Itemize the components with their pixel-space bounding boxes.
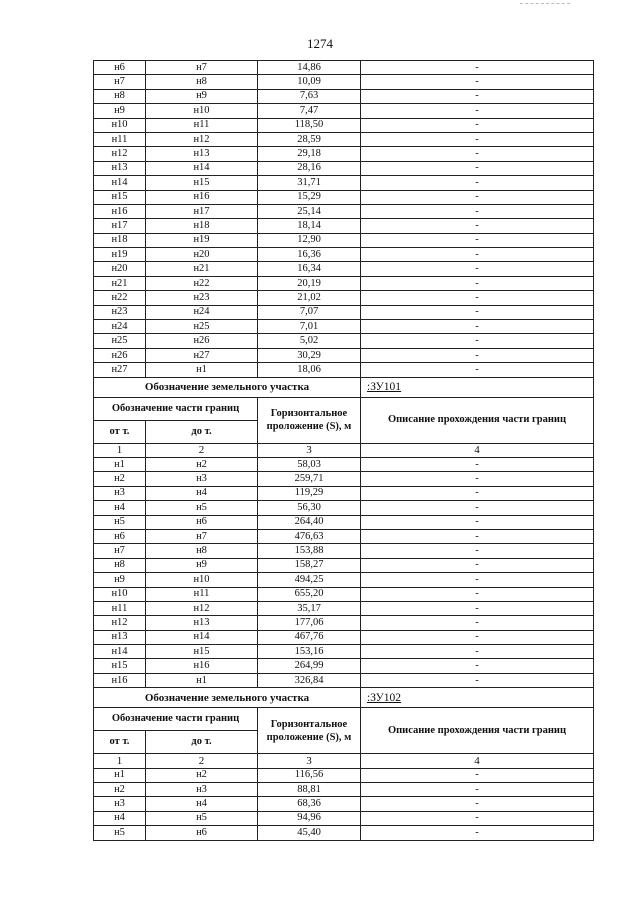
- table-cell: -: [361, 363, 594, 377]
- table-cell: н26: [146, 334, 258, 348]
- table-cell: 158,27: [258, 558, 361, 572]
- table-cell: н10: [94, 118, 146, 132]
- table-cell: -: [361, 248, 594, 262]
- table-cell: -: [361, 291, 594, 305]
- table-row: [94, 529, 594, 543]
- plot-label: Обозначение земельного участка: [94, 377, 361, 397]
- table-cell: н15: [146, 645, 258, 659]
- table-row: [94, 573, 594, 587]
- table-cell: 58,03: [258, 457, 361, 471]
- table-cell: 35,17: [258, 601, 361, 615]
- table-cell: н8: [94, 89, 146, 103]
- table-cell: н4: [146, 797, 258, 811]
- header-from: от т.: [94, 420, 146, 443]
- table-cell: 116,56: [258, 768, 361, 782]
- table-cell: 7,63: [258, 89, 361, 103]
- table-cell: н24: [94, 320, 146, 334]
- table-cell: 153,88: [258, 544, 361, 558]
- table-cell: н6: [94, 61, 146, 75]
- table-row: [94, 587, 594, 601]
- table-cell: 476,63: [258, 529, 361, 543]
- table-cell: н18: [94, 233, 146, 247]
- table-cell: н16: [146, 190, 258, 204]
- table-cell: н5: [94, 826, 146, 840]
- table-cell: -: [361, 587, 594, 601]
- table-cell: 655,20: [258, 587, 361, 601]
- table-cell: -: [361, 811, 594, 825]
- table-cell: 31,71: [258, 176, 361, 190]
- table-cell: 30,29: [258, 348, 361, 362]
- table-row: [94, 89, 594, 103]
- table-row: [94, 501, 594, 515]
- table-cell: -: [361, 118, 594, 132]
- column-number: 1: [94, 754, 146, 768]
- table-cell: н3: [94, 797, 146, 811]
- table-cell: н22: [94, 291, 146, 305]
- table-cell: -: [361, 334, 594, 348]
- table-cell: н12: [146, 601, 258, 615]
- table-cell: 88,81: [258, 783, 361, 797]
- table-cell: -: [361, 457, 594, 471]
- table-cell: н6: [94, 529, 146, 543]
- table-cell: -: [361, 320, 594, 334]
- table-cell: 467,76: [258, 630, 361, 644]
- table-cell: -: [361, 486, 594, 500]
- table-cell: н16: [94, 673, 146, 687]
- table-cell: н16: [146, 659, 258, 673]
- header-horizontal: Горизонтальное проложение (S), м: [258, 708, 361, 754]
- table-row: [94, 233, 594, 247]
- column-number: 2: [146, 754, 258, 768]
- header-row: [94, 708, 594, 731]
- table-cell: -: [361, 204, 594, 218]
- table-cell: 7,07: [258, 305, 361, 319]
- table-row: [94, 486, 594, 500]
- column-numbers-row: [94, 443, 594, 457]
- table-cell: -: [361, 529, 594, 543]
- table-row: [94, 472, 594, 486]
- table-row: [94, 601, 594, 615]
- table-cell: н9: [146, 558, 258, 572]
- table-cell: -: [361, 305, 594, 319]
- table-cell: н13: [94, 630, 146, 644]
- table-row: [94, 204, 594, 218]
- table-row: [94, 515, 594, 529]
- table-cell: н4: [146, 486, 258, 500]
- table-cell: н25: [146, 320, 258, 334]
- table-cell: н15: [94, 190, 146, 204]
- column-number: 4: [361, 443, 594, 457]
- table-cell: н11: [94, 132, 146, 146]
- table-cell: н12: [94, 616, 146, 630]
- table-cell: 18,14: [258, 219, 361, 233]
- header-description: Описание прохождения части границ: [361, 708, 594, 754]
- header-horizontal: Горизонтальное проложение (S), м: [258, 397, 361, 443]
- table-cell: н24: [146, 305, 258, 319]
- table-cell: н10: [146, 104, 258, 118]
- table-cell: 153,16: [258, 645, 361, 659]
- table-row: [94, 616, 594, 630]
- table-row: [94, 811, 594, 825]
- table-cell: -: [361, 673, 594, 687]
- table-cell: 118,50: [258, 118, 361, 132]
- table-cell: н4: [94, 811, 146, 825]
- table-row: [94, 457, 594, 471]
- table-row: [94, 673, 594, 687]
- table-cell: н14: [146, 630, 258, 644]
- table-cell: н8: [146, 75, 258, 89]
- header-from: от т.: [94, 731, 146, 754]
- table-cell: н27: [94, 363, 146, 377]
- table-cell: н5: [146, 501, 258, 515]
- table-row: [94, 305, 594, 319]
- plot-id: :ЗУ101: [361, 377, 594, 397]
- table-cell: н23: [146, 291, 258, 305]
- table-cell: н14: [94, 176, 146, 190]
- table-cell: н15: [94, 659, 146, 673]
- table-cell: н23: [94, 305, 146, 319]
- column-number: 2: [146, 443, 258, 457]
- table-row: [94, 348, 594, 362]
- table-cell: -: [361, 544, 594, 558]
- table-cell: 18,06: [258, 363, 361, 377]
- table-row: [94, 320, 594, 334]
- column-number: 3: [258, 443, 361, 457]
- table-row: [94, 630, 594, 644]
- table-cell: -: [361, 659, 594, 673]
- scan-mark: [520, 3, 570, 4]
- table-cell: н6: [146, 826, 258, 840]
- table-cell: н13: [94, 161, 146, 175]
- table-cell: 494,25: [258, 573, 361, 587]
- table-cell: н7: [94, 544, 146, 558]
- table-row: [94, 276, 594, 290]
- table-cell: -: [361, 89, 594, 103]
- table-cell: 28,16: [258, 161, 361, 175]
- header-part-label: Обозначение части границ: [94, 397, 258, 420]
- table-cell: 7,01: [258, 320, 361, 334]
- table-cell: 119,29: [258, 486, 361, 500]
- table-cell: 16,36: [258, 248, 361, 262]
- table-cell: -: [361, 558, 594, 572]
- table-cell: н1: [94, 457, 146, 471]
- table-cell: н17: [94, 219, 146, 233]
- table-row: [94, 659, 594, 673]
- table-row: [94, 118, 594, 132]
- table-cell: н8: [94, 558, 146, 572]
- table-cell: -: [361, 797, 594, 811]
- table-cell: н26: [94, 348, 146, 362]
- table-cell: 259,71: [258, 472, 361, 486]
- table-cell: -: [361, 472, 594, 486]
- table-cell: -: [361, 616, 594, 630]
- table-cell: 20,19: [258, 276, 361, 290]
- table-row: [94, 645, 594, 659]
- table-cell: 45,40: [258, 826, 361, 840]
- table-cell: н6: [146, 515, 258, 529]
- table-cell: -: [361, 190, 594, 204]
- table-cell: -: [361, 147, 594, 161]
- table-row: [94, 334, 594, 348]
- table-cell: 5,02: [258, 334, 361, 348]
- table-cell: 21,02: [258, 291, 361, 305]
- table-cell: н11: [146, 587, 258, 601]
- table-cell: 25,14: [258, 204, 361, 218]
- table-cell: н11: [94, 601, 146, 615]
- table-cell: н22: [146, 276, 258, 290]
- table-cell: н3: [94, 486, 146, 500]
- table-cell: -: [361, 515, 594, 529]
- table-cell: 264,99: [258, 659, 361, 673]
- table-cell: -: [361, 262, 594, 276]
- table-cell: н5: [146, 811, 258, 825]
- table-cell: н8: [146, 544, 258, 558]
- table-row: [94, 132, 594, 146]
- section-title-row: [94, 377, 594, 397]
- table-cell: н15: [146, 176, 258, 190]
- table-cell: 14,86: [258, 61, 361, 75]
- table-cell: 10,09: [258, 75, 361, 89]
- table-row: [94, 190, 594, 204]
- table-cell: н19: [146, 233, 258, 247]
- section-title-row: [94, 688, 594, 708]
- table-row: [94, 248, 594, 262]
- table-row: [94, 104, 594, 118]
- table-cell: н3: [146, 783, 258, 797]
- table-cell: -: [361, 276, 594, 290]
- table-cell: н2: [94, 472, 146, 486]
- table-cell: н3: [146, 472, 258, 486]
- table-cell: 68,36: [258, 797, 361, 811]
- page-number: 1274: [307, 36, 333, 51]
- table-cell: -: [361, 176, 594, 190]
- table-cell: н4: [94, 501, 146, 515]
- table-cell: н5: [94, 515, 146, 529]
- table-cell: н10: [94, 587, 146, 601]
- table-cell: н1: [94, 768, 146, 782]
- table-row: [94, 147, 594, 161]
- table-cell: -: [361, 161, 594, 175]
- table-cell: н14: [94, 645, 146, 659]
- table-cell: н16: [94, 204, 146, 218]
- header-description: Описание прохождения части границ: [361, 397, 594, 443]
- table-cell: н7: [94, 75, 146, 89]
- table-cell: -: [361, 61, 594, 75]
- boundary-table: [93, 60, 594, 841]
- table-cell: 94,96: [258, 811, 361, 825]
- table-cell: -: [361, 501, 594, 515]
- plot-label: Обозначение земельного участка: [94, 688, 361, 708]
- table-row: [94, 176, 594, 190]
- table-row: [94, 768, 594, 782]
- table-cell: н14: [146, 161, 258, 175]
- table-cell: 16,34: [258, 262, 361, 276]
- table-row: [94, 363, 594, 377]
- table-cell: -: [361, 630, 594, 644]
- table-cell: н9: [94, 104, 146, 118]
- table-cell: 56,30: [258, 501, 361, 515]
- table-cell: -: [361, 768, 594, 782]
- table-cell: 177,06: [258, 616, 361, 630]
- table-cell: 28,59: [258, 132, 361, 146]
- table-cell: н27: [146, 348, 258, 362]
- table-cell: н21: [146, 262, 258, 276]
- table-row: [94, 797, 594, 811]
- table-cell: -: [361, 348, 594, 362]
- column-number: 1: [94, 443, 146, 457]
- table-cell: н11: [146, 118, 258, 132]
- table-cell: -: [361, 601, 594, 615]
- table-row: [94, 826, 594, 840]
- table-cell: н21: [94, 276, 146, 290]
- header-to: до т.: [146, 731, 258, 754]
- plot-id: :ЗУ102: [361, 688, 594, 708]
- table-cell: 29,18: [258, 147, 361, 161]
- table-cell: н13: [146, 147, 258, 161]
- table-cell: н9: [146, 89, 258, 103]
- table-cell: н20: [94, 262, 146, 276]
- table-cell: н12: [146, 132, 258, 146]
- table-row: [94, 262, 594, 276]
- table-row: [94, 291, 594, 305]
- table-cell: 12,90: [258, 233, 361, 247]
- table-cell: н25: [94, 334, 146, 348]
- table-cell: н17: [146, 204, 258, 218]
- table-cell: -: [361, 573, 594, 587]
- table-cell: н7: [146, 529, 258, 543]
- table-cell: н7: [146, 61, 258, 75]
- table-cell: н12: [94, 147, 146, 161]
- table-cell: н20: [146, 248, 258, 262]
- table-cell: н18: [146, 219, 258, 233]
- table-row: [94, 219, 594, 233]
- table-row: [94, 544, 594, 558]
- table-cell: н10: [146, 573, 258, 587]
- header-row: [94, 397, 594, 420]
- table-cell: -: [361, 132, 594, 146]
- table-cell: н13: [146, 616, 258, 630]
- table-cell: -: [361, 104, 594, 118]
- table-cell: 15,29: [258, 190, 361, 204]
- table-cell: н2: [94, 783, 146, 797]
- table-row: [94, 161, 594, 175]
- table-row: [94, 783, 594, 797]
- table-cell: -: [361, 645, 594, 659]
- table-row: [94, 75, 594, 89]
- table-cell: н2: [146, 457, 258, 471]
- table-cell: н1: [146, 673, 258, 687]
- table-cell: 326,84: [258, 673, 361, 687]
- column-number: 4: [361, 754, 594, 768]
- table-cell: н19: [94, 248, 146, 262]
- header-part-label: Обозначение части границ: [94, 708, 258, 731]
- table-cell: -: [361, 75, 594, 89]
- table-cell: н2: [146, 768, 258, 782]
- table-cell: н1: [146, 363, 258, 377]
- column-number: 3: [258, 754, 361, 768]
- table-cell: -: [361, 219, 594, 233]
- table-cell: -: [361, 826, 594, 840]
- table-cell: -: [361, 233, 594, 247]
- table-row: [94, 61, 594, 75]
- table-cell: 264,40: [258, 515, 361, 529]
- column-numbers-row: [94, 754, 594, 768]
- table-cell: н9: [94, 573, 146, 587]
- table-cell: 7,47: [258, 104, 361, 118]
- table-row: [94, 558, 594, 572]
- header-to: до т.: [146, 420, 258, 443]
- table-cell: -: [361, 783, 594, 797]
